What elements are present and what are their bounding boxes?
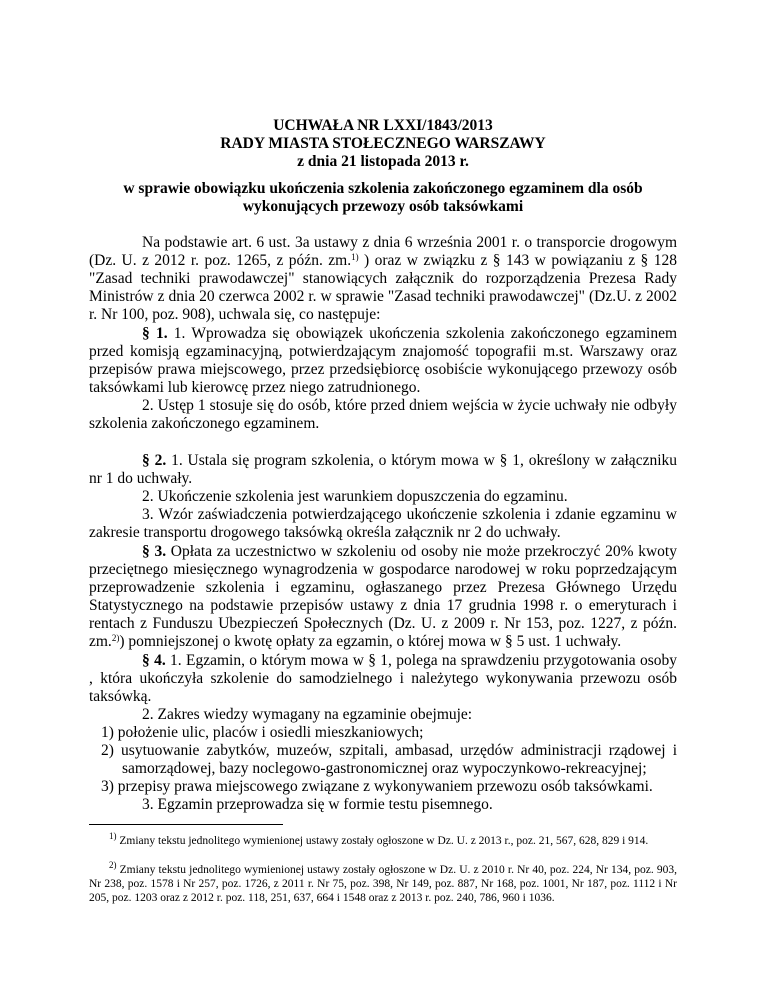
section-2-label: § 2. — [142, 452, 167, 469]
section-3-label: § 3. — [142, 543, 167, 560]
issuing-body: RADY MIASTA STOŁECZNEGO WARSZAWY — [220, 135, 546, 152]
footnote-2 — [89, 860, 677, 905]
footnote-2-text: Zmiany tekstu jednolitego wymienionej ustawy zostały ogłoszone w Dz. U. z 2010 r. Nr 40, poz. 224, Nr 134, poz. 903, Nr 238, poz. 1578 i Nr 257, poz. 1726, z 2011 r. Nr 75, poz. 398, Nr 149, poz. 887, Nr 168, poz. 1001, Nr 187, poz. 1112 i Nr 205, poz. 1203 oraz z 2012 r. poz. 118, 251, 637, 664 i 1548 oraz z 2013 r. poz. 240, 786, 960 i 1036. — [89, 864, 677, 904]
section-2-para-1 — [89, 452, 677, 488]
section-4-ust-3: 3. Egzamin przeprowadza się w formie testu pisemnego. — [142, 796, 493, 813]
footnote-1 — [89, 831, 677, 848]
section-4-list-item-2: 2) usytuowanie zabytków, muzeów, szpitali, ambasad, urzędów administracji rządowej i samorządowej, bazy noclegowo-gastronomicznej oraz wypoczynkowo-rekreacyjnej; — [101, 742, 677, 777]
section-4-list-item-3: 3) przepisy prawa miejscowego związane z wykonywaniem przewozu osób taksówkami. — [101, 778, 653, 795]
section-2 — [89, 452, 677, 542]
footnote-ref-1: 1) — [351, 252, 359, 262]
footnote-2-mark: 2) — [109, 860, 117, 870]
section-1-para-1 — [89, 325, 677, 397]
section-2-ust-1: 1. Ustala się program szkolenia, o którym mowa w § 1, określony w załączniku nr 1 do uchwały. — [89, 452, 678, 487]
section-3 — [89, 543, 677, 651]
resolution-title — [89, 117, 677, 171]
subject-line-1: w sprawie obowiązku ukończenia szkolenia zakończonego egzaminem dla osób — [123, 180, 643, 197]
section-4-label: § 4. — [142, 652, 166, 669]
subject-line-2: wykonujących przewozy osób taksówkami — [242, 198, 524, 215]
section-4-ust-2: 2. Zakres wiedzy wymagany na egzaminie obejmuje: — [142, 706, 473, 723]
preamble-text-1: Na podstawie art. 6 ust. 3a ustawy z dnia 6 września 2001 r. o transporcie drogowym (Dz. U. z 2012 r. poz. 1265, z późn. zm. — [89, 234, 677, 269]
section-1 — [89, 325, 677, 433]
section-4-para-1 — [89, 652, 677, 706]
section-3-text-2: ) pomniejszonej o kwotę opłaty za egzamin, o której mowa w § 5 ust. 1 uchwały. — [119, 633, 622, 650]
section-4-ust-1: 1. Egzamin, o którym mowa w § 1, polega na sprawdzeniu przygotowania osoby , która ukończyła szkolenie do samodzielnego i należytego wykonywania przewozu osób taksówką. — [89, 652, 678, 705]
section-2-ust-3: 3. Wzór zaświadczenia potwierdzającego ukończenie szkolenia i zdanie egzaminu w zakresie transportu drogowego taksówką określa załącznik nr 2 do uchwały. — [89, 506, 677, 541]
footnote-ref-2: 2) — [111, 633, 120, 643]
section-3-text-1: Opłata za uczestnictwo w szkoleniu od osoby nie może przekroczyć 20% kwoty przeciętnego miesięcznego wynagrodzenia w gospodarce narodowej w roku poprzedzającym przeprowadzenie szkolenia i egzaminu, ogłaszanego przez Prezesa Głównego Urzędu Statystycznego na podstawie przepisów ustawy z dnia 17 grudnia 1998 r. o emeryturach i rentach z Funduszu Ubezpieczeń Społecznych (Dz. U. z 2009 r. Nr 153, poz. 1227, z późn. zm. — [89, 543, 677, 650]
section-1-ust-1: 1. Wprowadza się obowiązek ukończenia szkolenia zakończonego egzaminem przed komisją egzaminacyjną, potwierdzającym znajomość topografii m.st. Warszawy oraz przepisów prawa miejscowego, przez przedsiębiorcę osobiście wykonującego przewozy osób taksówkami lub kierowcę przez niego zatrudnionego. — [89, 325, 678, 396]
preamble-text-2: ) oraz w związku z § 143 w powiązaniu z § 128 "Zasad techniki prawodawczej" stanowiących załącznik do rozporządzenia Prezesa Rady Ministrów z dnia 20 czerwca 2002 r. w sprawie "Zasad techniki prawodawczej" (Dz.U. z 2002 r. Nr 100, poz. 908), uchwala się, co następuje: — [89, 252, 677, 323]
section-4 — [89, 652, 677, 724]
preamble — [89, 234, 677, 324]
resolution-number: UCHWAŁA NR LXXI/1843/2013 — [273, 117, 493, 134]
section-1-label: § 1. — [142, 325, 168, 342]
resolution-subject — [89, 180, 677, 216]
section-4-list-item-1: 1) położenie ulic, placów i osiedli mieszkaniowych; — [101, 724, 424, 741]
footnote-1-text: Zmiany tekstu jednolitego wymienionej ustawy zostały ogłoszone w Dz. U. z 2013 r., poz. 21, 567, 628, 829 i 914. — [116, 835, 649, 847]
footnote-1-mark: 1) — [109, 831, 117, 841]
section-2-ust-2: 2. Ukończenie szkolenia jest warunkiem dopuszczenia do egzaminu. — [142, 488, 568, 505]
footnote-separator — [89, 824, 283, 825]
resolution-date: z dnia 21 listopada 2013 r. — [297, 153, 469, 170]
section-1-ust-2: 2. Ustęp 1 stosuje się do osób, które przed dniem wejścia w życie uchwały nie odbyły szkolenia zakończonego egzaminem. — [89, 397, 677, 432]
